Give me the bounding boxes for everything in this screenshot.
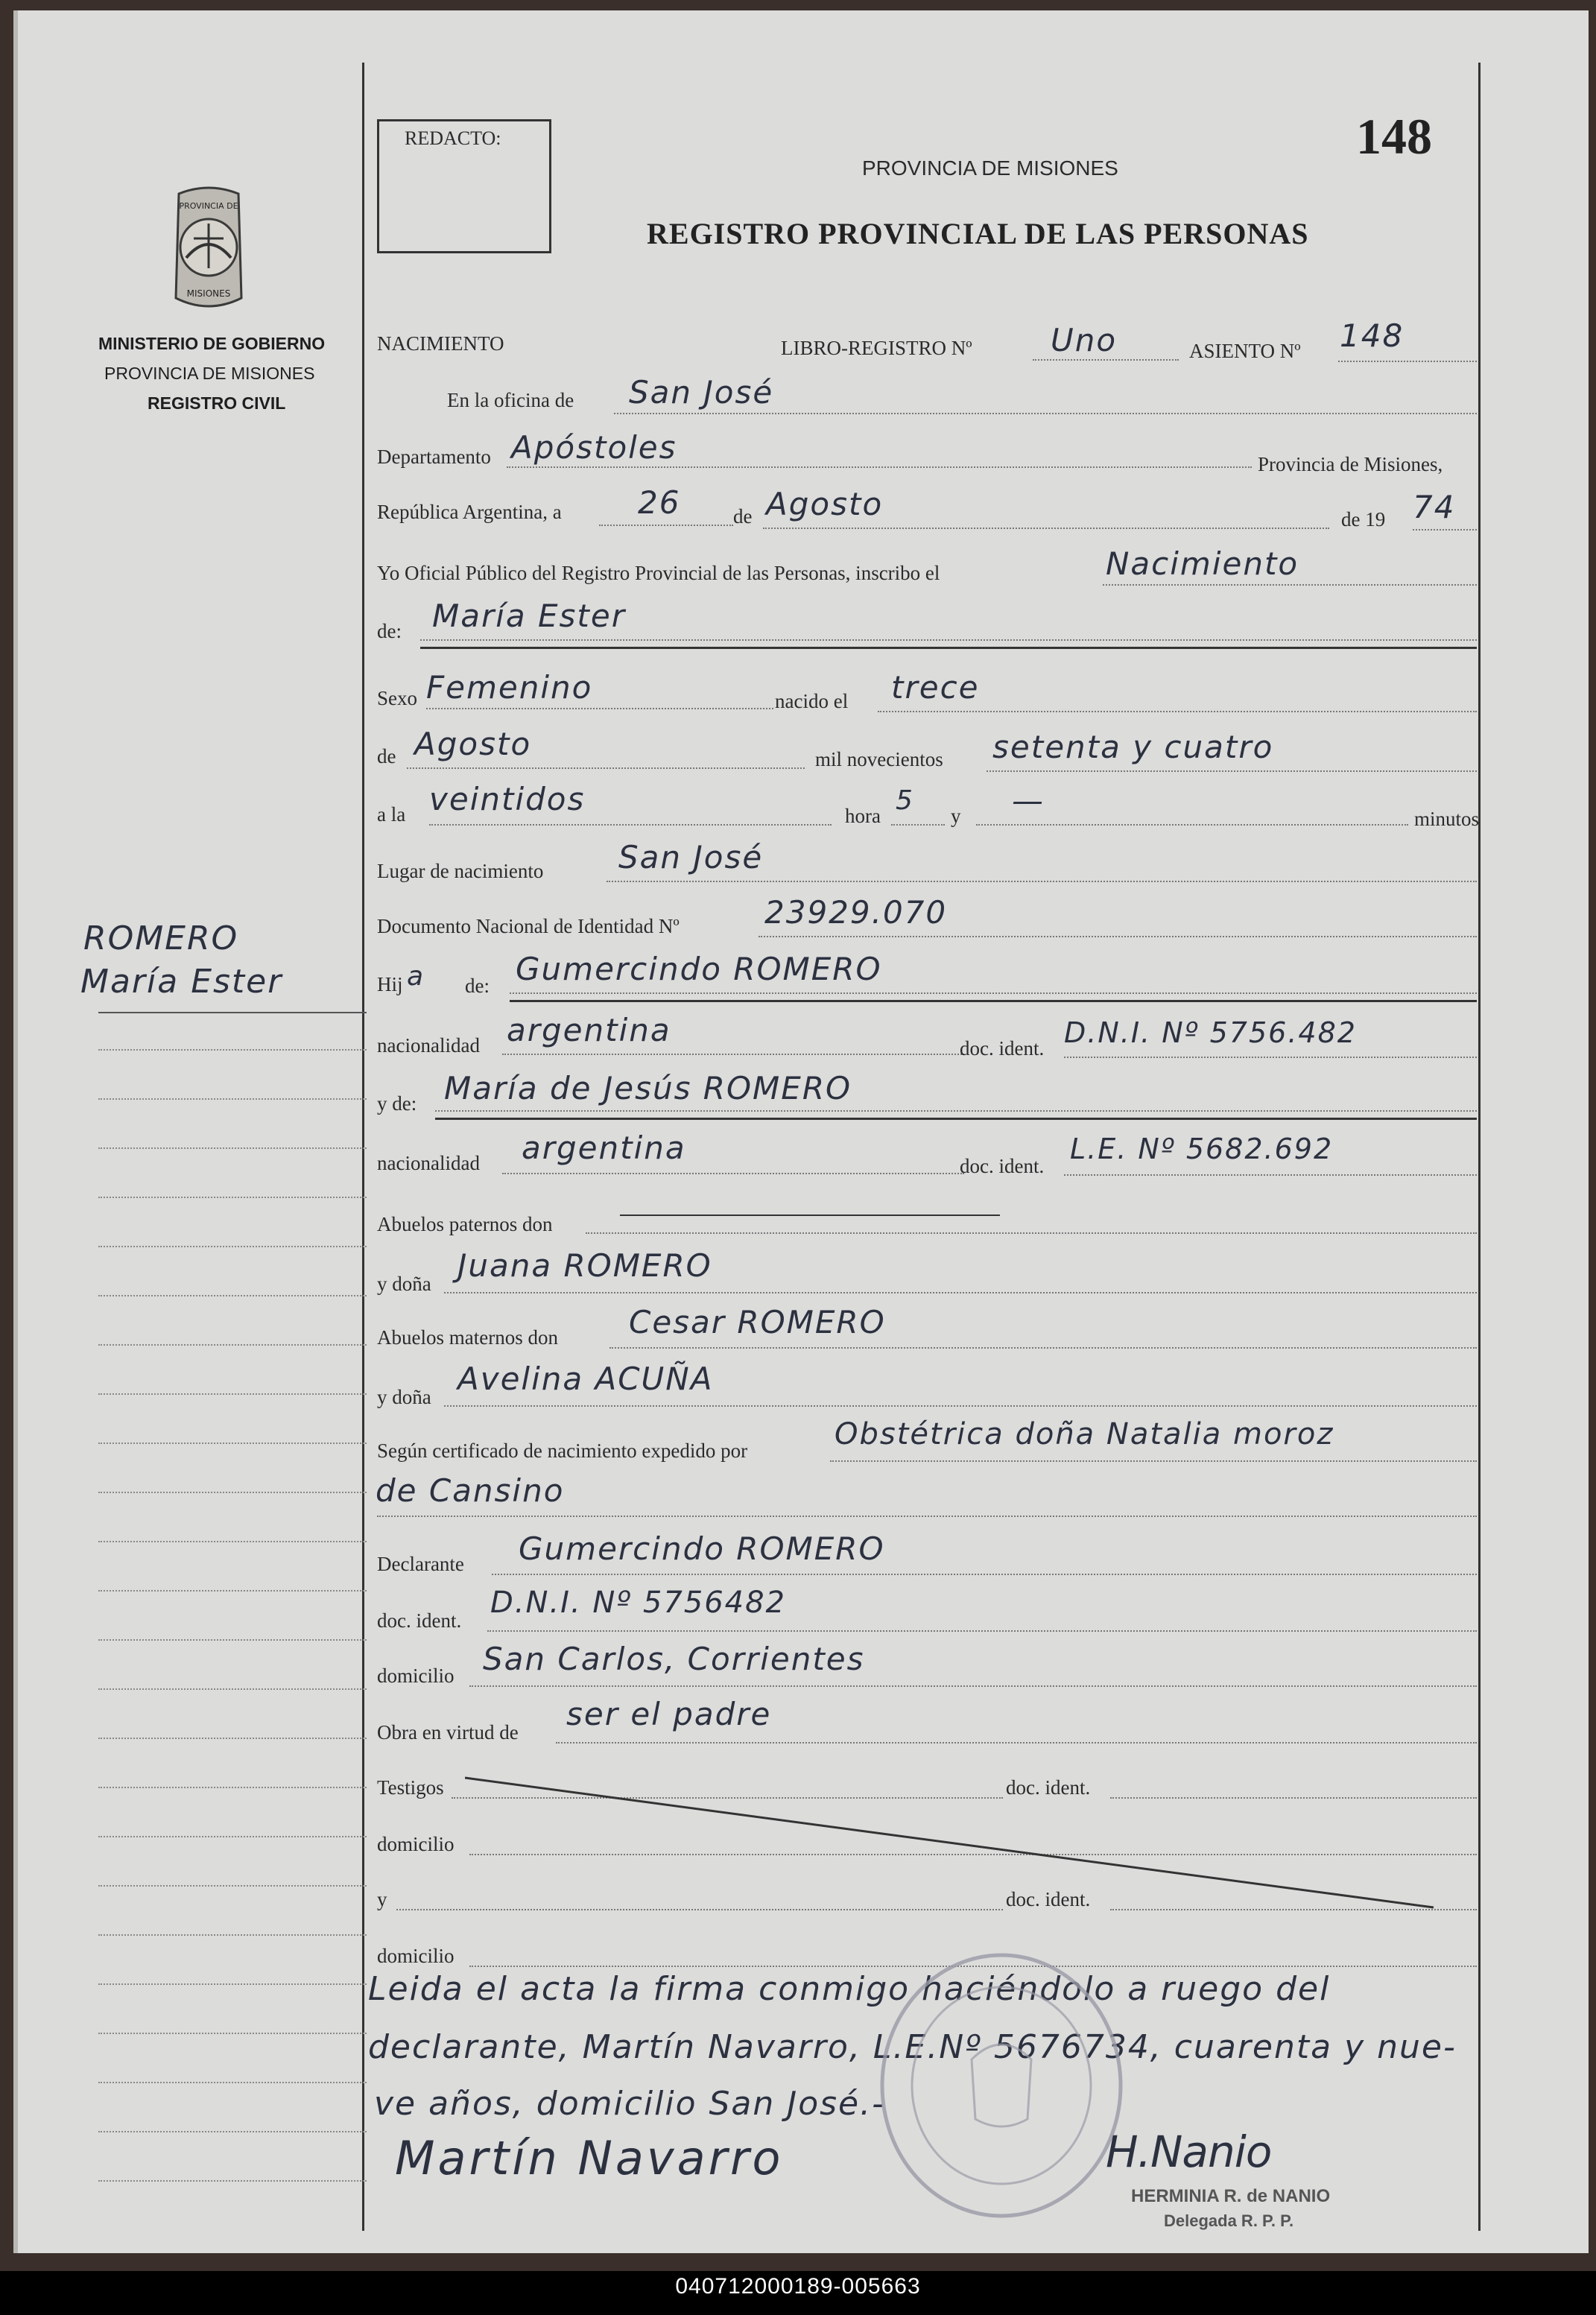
hija-suffix-value: a [407,961,425,992]
margin-rule-line [98,1012,367,1013]
segun-line-2 [377,1516,1477,1517]
nombre-line [420,639,1477,641]
padre-doc-value: D.N.I. Nº 5756.482 [1064,1016,1357,1049]
madre-rule [435,1118,1477,1120]
padre-line [510,992,1477,994]
margin-dotted-line [98,2033,367,2034]
margin-dotted-line [98,1983,367,1985]
redacto-box [377,119,551,253]
hora-line [891,824,945,826]
anio-label: de 19 [1341,508,1386,531]
padre-value: Gumercindo ROMERO [516,951,882,987]
madre-nac-line [502,1173,964,1174]
declarante-value: Gumercindo ROMERO [519,1530,885,1567]
margin-dotted-line [98,1590,367,1592]
abuela-mat-label: y doña [377,1386,431,1408]
svg-text:PROVINCIA DE: PROVINCIA DE [179,201,238,211]
declarante-doc-line [487,1630,1477,1632]
province-heading: PROVINCIA DE MISIONES [862,156,1118,180]
libro-label: LIBRO-REGISTRO Nº [781,337,972,359]
declarante-doc-value: D.N.I. Nº 5756482 [490,1586,787,1620]
domicilio-label: domicilio [377,1665,455,1687]
margin-surname: ROMERO [83,919,239,957]
madre-nac-value: argentina [522,1130,686,1166]
abuelo-pat-struck [620,1214,1000,1216]
declarante-label: Declarante [377,1553,464,1575]
a-la-value: veintidos [429,781,586,817]
oficina-value: San José [629,374,774,411]
madre-doc-label: doc. ident. [960,1155,1045,1177]
madre-value: María de Jesús ROMERO [444,1070,852,1106]
nombre-value: María Ester [432,598,626,634]
sexo-label: Sexo [377,687,417,709]
margin-dotted-line [98,1147,367,1149]
document-page [13,10,1589,2253]
departamento-value: Apóstoles [511,429,677,466]
documento-value: 23929.070 [764,894,948,931]
nombre-label: de: [377,620,402,642]
mil-label: mil novecientos [815,748,943,770]
cancellation-stroke [465,1769,1448,1918]
declarante-line [492,1574,1477,1575]
margin-dotted-line [98,1442,367,1444]
a-la-line [429,824,832,826]
registry-stamp-icon [875,1948,1128,2223]
minutos-label: minutos [1414,808,1480,830]
padre-nac-line [502,1054,964,1055]
libro-line [1033,359,1179,361]
asiento-line [1338,361,1477,362]
abuelos-pat-line [586,1232,1477,1234]
abuela-pat-line [444,1292,1477,1293]
witness-signature: Martín Navarro [395,2131,784,2185]
testigo2-domicilio-label: domicilio [377,1945,455,1967]
domicilio-line [469,1685,1477,1687]
margin-dotted-line [98,1639,367,1641]
testigo1-doc-label: doc. ident. [1006,1776,1091,1799]
abuela-pat-value: Juana ROMERO [457,1247,712,1284]
nacido-mes-label: de [377,745,396,767]
margin-dotted-line [98,1492,367,1493]
margin-dotted-line [98,2082,367,2083]
nacido-mes-value: Agosto [414,726,532,762]
yo-oficial-label: Yo Oficial Público del Registro Provincial de las Personas, inscribo el [377,562,940,584]
margin-dotted-line [98,1738,367,1739]
margin-dotted-line [98,1197,367,1198]
declarante-doc-label: doc. ident. [377,1609,462,1632]
lugar-line [607,881,1477,882]
oficina-line [614,413,1477,414]
redacto-label: REDACTO: [405,127,501,149]
asiento-value: 148 [1340,317,1405,354]
margin-given-name: María Ester [80,963,283,1001]
margin-dotted-line [98,1344,367,1346]
a-la-label: a la [377,803,406,826]
closing-line-2: declarante, Martín Navarro, L.E.Nº 5676734, cuarenta y nue- [368,2028,1457,2066]
province-label: PROVINCIA DE MISIONES [104,364,315,383]
testigo2-label: y [377,1888,387,1910]
margin-dotted-line [98,1885,367,1887]
lugar-label: Lugar de nacimiento [377,860,544,882]
asiento-label: ASIENTO Nº [1189,340,1301,362]
margin-dotted-line [98,1295,367,1296]
testigo2-doc-label: doc. ident. [1006,1888,1091,1910]
madre-line [435,1110,1477,1112]
oficina-label: En la oficina de [447,389,574,411]
margin-dotted-line [98,1787,367,1788]
margin-rule [362,63,364,2231]
libro-value: Uno [1051,322,1118,358]
lugar-value: San José [618,839,764,875]
abuela-mat-value: Avelina ACUÑA [457,1361,714,1397]
margin-dotted-line [98,1541,367,1542]
departamento-line [507,466,1252,468]
obra-value: ser el padre [566,1696,772,1732]
anio-value: 74 [1413,489,1456,525]
madre-doc-line [1064,1174,1477,1176]
padre-de-label: de: [465,975,490,997]
certificado-value-1: Obstétrica doña Natalia moroz [835,1417,1334,1451]
civil-registry-label: REGISTRO CIVIL [148,393,286,413]
obra-line [556,1742,1477,1744]
margin-dotted-line [98,1934,367,1936]
margin-dotted-line [98,1098,367,1100]
archive-code: 040712000189-005663 [675,2274,921,2299]
certificado-value-2: de Cansino [376,1472,565,1509]
registry-heading: REGISTRO PROVINCIAL DE LAS PERSONAS [647,217,1309,250]
provincial-seal-icon [164,186,253,313]
hij-label: Hij [377,973,403,995]
minutos-line [976,824,1408,826]
margin-dotted-line [98,2131,367,2132]
official-signature: H.Nanio [1106,2126,1272,2177]
padre-doc-label: doc. ident. [960,1037,1045,1060]
padre-nac-value: argentina [507,1012,671,1048]
inscribe-value: Nacimiento [1106,545,1299,582]
testigos-label: Testigos [377,1776,444,1799]
domicilio-value: San Carlos, Corrientes [483,1641,865,1677]
padre-rule [510,1000,1477,1002]
nacimiento-label: NACIMIENTO [377,332,504,355]
republica-label: República Argentina, a [377,501,562,523]
documento-label: Documento Nacional de Identidad Nº [377,915,680,937]
right-rule [1478,63,1481,2231]
page-number: 148 [1356,108,1432,165]
abuelos-mat-line [609,1347,1477,1349]
abuela-pat-label: y doña [377,1273,431,1295]
obra-label: Obra en virtud de [377,1721,519,1744]
inscribe-line [1103,584,1477,586]
madre-nac-label: nacionalidad [377,1152,480,1174]
hora-value: 5 [896,785,914,816]
nacido-anio-line [987,770,1477,772]
closing-line-1: Leida el acta la firma conmigo haciéndolo a ruego del [368,1970,1331,2008]
margin-dotted-line [98,1688,367,1690]
anio-line [1413,529,1477,531]
departamento-label: Departamento [377,446,491,468]
segun-line [830,1460,1477,1462]
abuela-mat-line [444,1405,1477,1407]
nacido-dia-value: trece [891,669,980,706]
padre-doc-line [1064,1057,1477,1058]
nacido-mes-line [407,767,805,769]
padre-nac-label: nacionalidad [377,1034,480,1057]
ministry-label: MINISTERIO DE GOBIERNO [98,334,326,353]
svg-text:MISIONES: MISIONES [186,288,231,299]
segun-label: Según certificado de nacimiento expedido por [377,1440,748,1462]
nacido-label: nacido el [775,690,849,712]
mes-de-label: de [733,505,753,528]
sexo-value: Femenino [426,669,593,706]
madre-doc-value: L.E. Nº 5682.692 [1070,1133,1334,1165]
dia-line [599,525,733,526]
margin-dotted-line [98,1246,367,1247]
abuelo-mat-value: Cesar ROMERO [629,1304,886,1340]
abuelos-mat-label: Abuelos maternos don [377,1326,558,1349]
testigo1-domicilio-label: domicilio [377,1833,455,1855]
madre-de-label: y de: [377,1092,417,1115]
official-title: Delegada R. P. P. [1164,2211,1294,2230]
closing-line-3: ve años, domicilio San José.- [374,2085,885,2123]
abuelos-pat-label: Abuelos paternos don [377,1213,553,1235]
sexo-line [426,708,773,709]
dia-value: 26 [638,484,681,521]
nacido-line [878,711,1477,712]
mes-line [763,528,1329,529]
official-name: HERMINIA R. de NANIO [1131,2186,1331,2206]
nombre-rule [420,647,1477,649]
minutos-value: — [1012,782,1045,819]
nacido-anio-value: setenta y cuatro [992,729,1274,765]
hora-label: hora [845,805,881,827]
documento-line [759,936,1477,937]
margin-dotted-line [98,1393,367,1395]
provincia-label: Provincia de Misiones, [1258,453,1443,475]
margin-dotted-line [98,2180,367,2182]
mes-value: Agosto [766,486,884,522]
y-minutos-label: y [951,805,961,827]
margin-dotted-line [98,1049,367,1051]
margin-dotted-line [98,1836,367,1837]
